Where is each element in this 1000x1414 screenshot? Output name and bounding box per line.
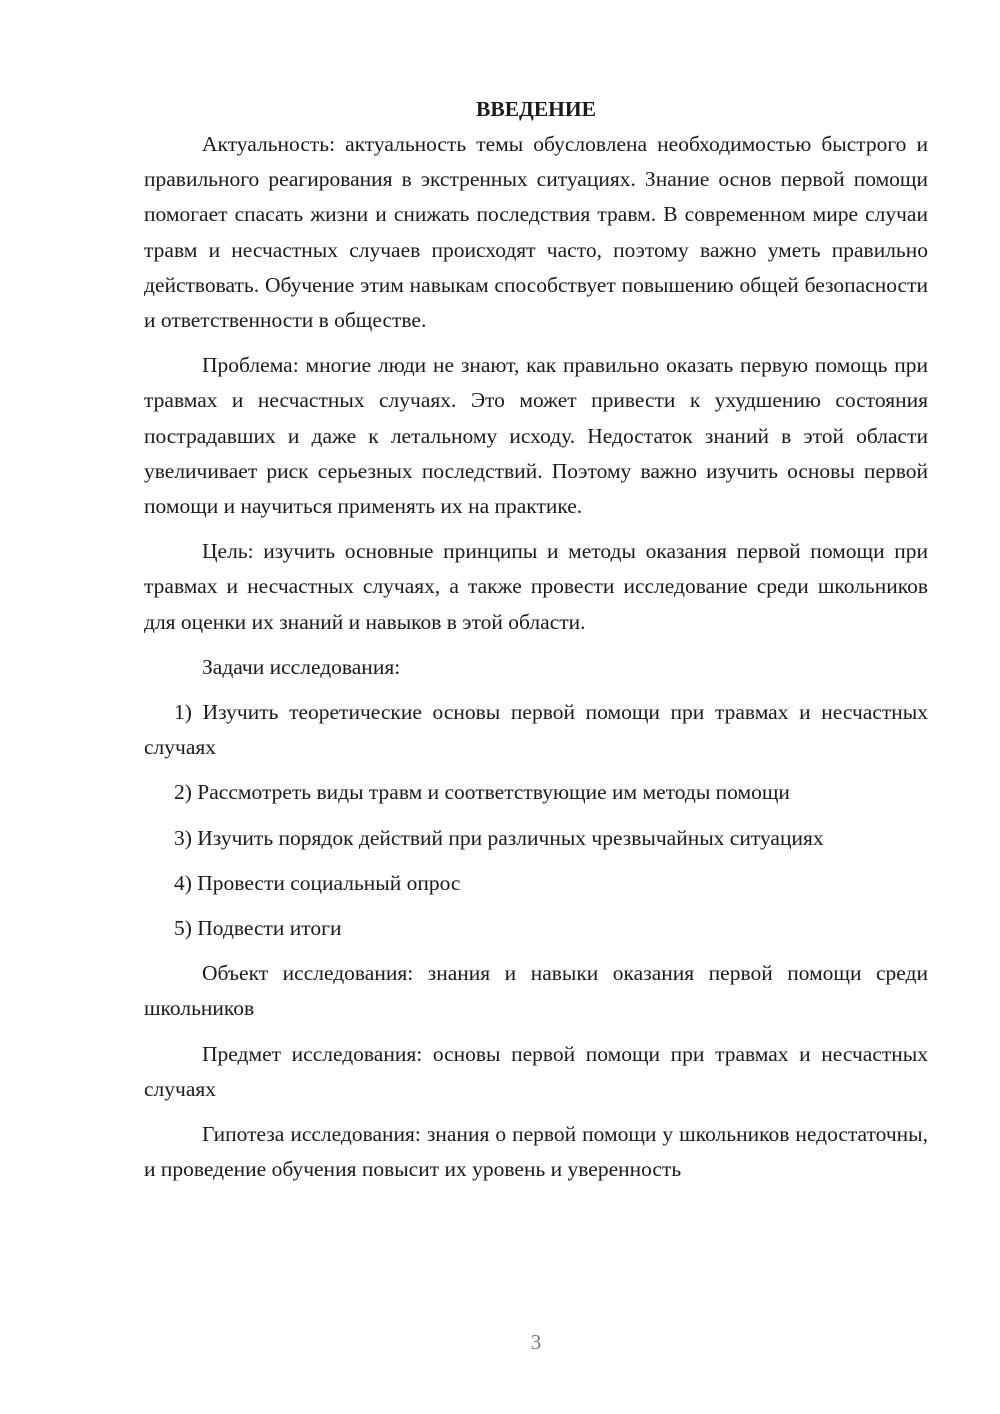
task-item-2: 2) Рассмотреть виды травм и соответствующие им методы помощи — [174, 780, 790, 805]
hypothesis-paragraph: Гипотеза исследования: знания о первой помощи у школьников недостаточны, и проведение обучения повысит их уровень и уверенность — [144, 1122, 928, 1182]
object-paragraph: Объект исследования: знания и навыки оказания первой помощи среди школьников — [144, 961, 928, 1021]
task-item-4: 4) Провести социальный опрос — [174, 870, 461, 895]
page-content — [144, 92, 928, 1197]
problem-paragraph: Проблема: многие люди не знают, как правильно оказать первую помощь при травмах и несчастных случаях. Это может привести к ухудшению состояния пострадавших и даже к летальному исходу. Недостаток знаний в этой области увеличивает риск серьезных последствий. Поэтому важно изучить основы первой помощи и научиться применять их на практике. — [144, 353, 928, 519]
section-title: ВВЕДЕНИЕ — [476, 97, 596, 121]
relevance-paragraph: Актуальность: актуальность темы обусловлена необходимостью быстрого и правильного реагирования в экстренных ситуациях. Знание основ первой помощи помогает спасать жизни и снижать последствия травм. В современном мире случаи травм и несчастных случаев происходят часто, поэтому важно уметь правильно действовать. Обучение этим навыкам способствует повышению общей безопасности и ответственности в обществе. — [144, 132, 928, 333]
goal-paragraph: Цель: изучить основные принципы и методы оказания первой помощи при травмах и несчастных случаях, а также провести исследование среди школьников для оценки их знаний и навыков в этой области. — [144, 539, 928, 634]
task-item-5: 5) Подвести итоги — [174, 916, 342, 941]
page-number: 3 — [530, 1330, 542, 1354]
task-item-3: 3) Изучить порядок действий при различных чрезвычайных ситуациях — [174, 825, 824, 850]
task-item-1: 1) Изучить теоретические основы первой помощи при травмах и несчастных случаях — [144, 700, 928, 760]
tasks-heading: Задачи исследования: — [202, 654, 401, 679]
subject-paragraph: Предмет исследования: основы первой помощи при травмах и несчастных случаях — [144, 1041, 928, 1101]
